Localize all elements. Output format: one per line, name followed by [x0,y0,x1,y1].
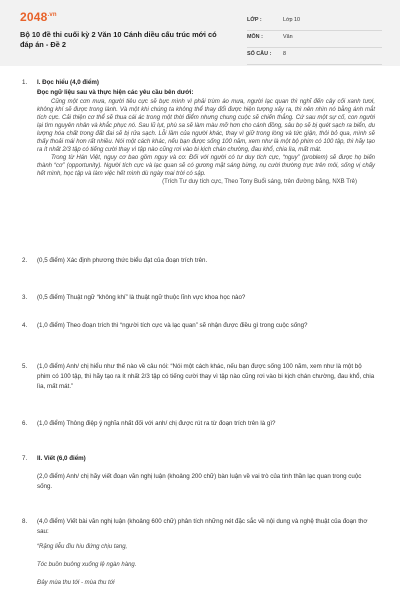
meta-row-class [247,14,382,31]
meta-value: Lớp 10 [283,17,301,23]
question-text: (1,0 điểm) Thông điệp ý nghĩa nhất đối với anh/ chị được rút ra từ đoạn trích trên là gì? [37,420,276,427]
section-heading: II. Viết (6,0 điểm) [37,455,86,462]
question-number: 7. [22,455,28,462]
meta-value: Văn [283,34,293,40]
meta-row-subject [247,31,382,48]
header [0,0,400,66]
meta-label: MÔN : [247,34,263,40]
passage-source: (Trích Tư duy tích cực, Theo Tony Buổi sáng, trên đường băng, NXB Trẻ) [162,179,357,185]
question-text: (2,0 điểm) Anh/ chị hãy viết đoạn văn nghị luận (khoảng 200 chữ) bàn luận về vai trò của tinh thần lạc quan trong cuộc sống. [37,473,362,490]
question-text: (1,0 điểm) Anh/ chị hiểu như thế nào về câu nói: “Nói một cách khác, nếu bạn được sống 100 năm, xem như là một bộ phim có 100 tập, thì hãy tạo ra ít nhất 2/3 tập có tiếng cười thay vì tập nào cũng rơi vào bi kịch chán chường, đau khổ, chia lìa, mất mát.” [37,363,375,390]
question-text: (0,5 điểm) Xác định phương thức biểu đạt của đoạn trích trên. [37,257,208,264]
question-number: 2. [22,257,28,264]
question-number: 3. [22,294,28,301]
meta-label: LỚP : [247,17,262,23]
question-number: 6. [22,420,28,427]
meta-info [247,14,382,65]
passage-paragraph-1: Cũng một cơn mưa, người tiêu cực sẽ bực mình vì phải trùm áo mưa, người lạc quan thì nghĩ đến cây cối xanh tươi, không khí sẽ được trong lành. Và một khi chúng ta không thể thay đổi được hiện tượng xảy ra, thì nên nhìn nó bằng ánh mắt tích cực. Cải thiện cơ thể sẽ thua cái ác trong một thời điểm nhưng chung cuộc sẽ chiến thắng. Cứ sau một sự cố, con người lại tìm nguyên nhân và khắc phục nó. Sau lũ lụt, phù sa sẽ làm màu mỡ hơn cho cánh đồng, sâu bọ sẽ bị quét sạch ra biển, du lượng hóa chất trong đất đai sẽ bị rửa sạch. Lỗi lầm của người khác, thay vì giữ trong lòng và tức giận, thôi bỏ qua, mình sẽ thấy thoải mái hơn rất nhiều. Nói một cách khác, nếu bạn được sống 100 năm, xem như là một bộ phim có 100 tập, thì hãy tạo ra ít nhất 2/3 tập có tiếng cười thay vì tập nào cũng rơi vào bi kịch chán chường, đau khổ, chia lìa, mất mát. [37,99,375,153]
poem-line: Đây mùa thu tới - mùa thu tới [37,580,115,586]
document-title: Bộ 10 đề thi cuối kỳ 2 Văn 10 Cánh diều cấu trúc mới có đáp án - Đề 2 [20,30,217,49]
section-heading: I. Đọc hiểu (4,0 điểm) [37,79,99,86]
question-text: (4,0 điểm) Viết bài văn nghị luận (khoảng 600 chữ) phân tích những nét đặc sắc về nội dung và nghệ thuật của đoạn thơ sau: [37,518,368,535]
question-number: 1. [22,79,28,86]
logo-domain: .vn [47,12,57,18]
question-text: (0,5 điểm) Thuật ngữ “không khí” là thuật ngữ thuộc lĩnh vực khoa học nào? [37,294,246,301]
poem-line: “Rặng liễu đìu hiu đứng chịu tang, [37,544,128,550]
site-logo[interactable] [20,10,57,24]
question-text: (1,0 điểm) Theo đoạn trích thì “người tích cực và lạc quan” sẽ nhận được điều gì trong cuộc sống? [37,322,308,329]
meta-value: 8 [283,51,286,57]
logo-main: 2048 [20,10,48,24]
question-number: 8. [22,518,28,525]
passage-paragraph-2: Trong từ Hán Việt, nguy cơ bao gồm nguy và cơ. Đối với người có tư duy tích cực, “nguy” (problem) sẽ được họ biến thành “cơ” (opportunity). Người tích cực và lạc quan sẽ có gương mặt sáng bừng, nụ cười thường trực trên môi, sống vị chấy hết mình, học tập và làm việc hết mình dù ngày mai trời có sập. [37,155,375,177]
meta-row-count [247,48,382,65]
instruction: Đọc ngữ liệu sau và thực hiện các yêu cầu bên dưới: [37,89,194,96]
poem-line: Tóc buồn buông xuống lệ ngàn hàng. [37,562,137,568]
question-number: 5. [22,363,28,370]
question-number: 4. [22,322,28,329]
meta-label: SỐ CÂU : [247,51,272,57]
